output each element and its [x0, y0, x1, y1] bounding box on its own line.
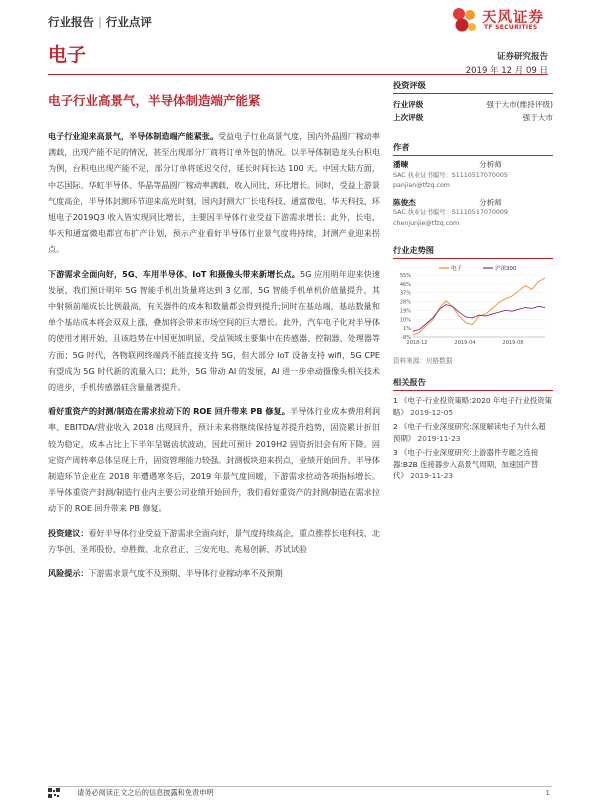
paragraph-investment	[48, 525, 380, 557]
paragraph-lead: 投资建议：	[48, 527, 89, 538]
page-number: 1	[545, 788, 550, 797]
related-report-date: 2019-12-05	[410, 407, 454, 417]
report-headline: 电子行业高景气，半导体制造端产能紧	[48, 93, 261, 108]
chart-series-line-electronics	[413, 278, 545, 335]
related-report-title[interactable]: 2 《电子-行业深度研究:深度解读电子为什么超预期》	[393, 422, 546, 443]
trend-chart-svg	[393, 263, 553, 351]
subcategory-label: 行业点评	[105, 15, 152, 29]
report-category	[48, 14, 152, 30]
sidebar	[393, 76, 553, 485]
report-date: 2019 年 12 月 09 日	[465, 66, 548, 76]
footer-disclaimer: 请务必阅读正文之后的信息披露和免责申明	[77, 788, 214, 797]
author-name: 陈俊杰	[393, 197, 416, 207]
chart-y-tick-label: 55%	[399, 273, 411, 279]
authors-header: 作者	[393, 138, 553, 156]
report-type: 证券研究报告	[496, 52, 548, 62]
paragraph-industry	[48, 128, 380, 258]
author-entry	[393, 160, 553, 192]
author-cert: SAC 执业证书编号：S1110517070009	[393, 209, 508, 216]
paragraph-risk	[48, 565, 380, 581]
tf-securities-logo	[450, 4, 560, 36]
chart-y-tick-label: 1%	[403, 326, 411, 333]
paragraph-lead: 电子行业迎来高景气，半导体制造端产能紧张。	[48, 131, 219, 141]
related-report-title[interactable]: 3 《电子-行业深度研究:上游器件专题之连接器:B2B 连接器步入高景气周期，加速国产替代》	[393, 448, 539, 480]
related-report[interactable]	[393, 447, 553, 482]
rating-header: 投资评级	[393, 76, 553, 94]
paragraph-roe	[48, 403, 380, 516]
rating-row	[393, 98, 553, 111]
paragraph-text: 看好半导体行业受益下游需求全面向好，景气度持续高企，重点推荐长电科技、北方华创、圣邦股份、卓胜微、北京君正、三安光电、兆易创新、苏试试验	[48, 527, 380, 554]
author-entry	[393, 198, 553, 230]
chart-y-tick-label: -8%	[401, 335, 411, 341]
chart-source: 资料来源：贝格数据	[393, 357, 453, 365]
author-email[interactable]: chenjunjie@tfzq.com	[393, 219, 460, 227]
author-role: 分析师	[479, 160, 502, 169]
rating-value: 强于大市(维持评级)	[486, 100, 553, 109]
paragraph-lead: 看好重资产的封测/制造在需求拉动下的 ROE 回升带来 PB 修复。	[48, 406, 290, 417]
related-header: 相关报告	[393, 373, 553, 391]
category-separator: |	[98, 15, 102, 29]
paragraph-text: 下游需求景气度不及预期、半导体行业稼动率不及预期	[88, 568, 283, 579]
related-report-title[interactable]: 1 《电子-行业投资策略:2020 年电子行业投资策略》	[393, 396, 553, 417]
header-divider	[48, 74, 548, 75]
chart-y-tick-label: 46%	[399, 281, 411, 288]
chart-y-tick-label: 10%	[399, 317, 411, 324]
logo-name-cn: 天风证券	[482, 10, 544, 26]
chart-y-tick-label: 28%	[399, 299, 411, 306]
author-cert: SAC 执业证书编号：S1110517070005	[393, 171, 508, 179]
footer-divider	[48, 786, 552, 787]
author-role: 分析师	[479, 197, 502, 207]
related-report[interactable]	[393, 395, 553, 418]
chart-x-tick-label: 2019-08	[502, 340, 524, 346]
chart-y-tick-label: 37%	[399, 290, 411, 297]
paragraph-text: 5G 应用明年迎来快速发展，我们预计明年 5G 智能手机出货量将达到 3 亿部，5G 智能手机单机价值量提升，其中射频前端成长比例最高，有关器件的成本和数量都会得到提升;同时在基站端，基站数量和单个基站成本将会双双上涨，叠加将会带来市场空间的巨大增长。此外，汽车电子化对半导体的使用才刚开始，且该趋势在中国更加明显，受益领域主要集中在传感器、控制器、处理器等方面；5G 时代，各物联网终端尚不能直接支持 5G，但大部分 IoT 设备支持 wifi，5G CPE 有望成为 5G 时代新的流量入口；此外，5G 带动 AI 的发展，AI 进一步牵动摄像头相关技术的进步，手机传感器硅含量量著提升。	[48, 268, 380, 393]
paragraph-text: 半导体行业成本费用利润率、EBITDA/营业收入 2018 出现回升，预计未来将继续保持复苏提升趋势，固资累计折旧较为稳定，成本占比上下半年呈锯齿状波动，因此可预计 2019H2 固资折旧会有所下降。固定资产周转率总体呈现上升，固资管理能力较强。封测板块迎来拐点，业绩开始回升。半导体制造环节企业在 2018 年遭遇寒冬后，2019 年景气度回暖，下游需求拉动各项指标增长。半导体重资产封测/制造行业内主要公司业绩开始回升，我们看好重资产的封测/制造在需求拉动下的 ROE 回升带来 PB 修复。	[48, 406, 380, 514]
trend-chart-header: 行业走势图	[393, 241, 553, 259]
category-label: 行业报告	[48, 15, 94, 29]
report-body	[48, 128, 380, 589]
related-report[interactable]	[393, 421, 553, 444]
author-email[interactable]: panjian@tfzq.com	[393, 182, 450, 189]
last-rating-label: 上次评级	[393, 113, 424, 122]
logo-name-en: TF SECURITIES	[484, 24, 538, 31]
chart-x-tick-label: 2018-12	[406, 340, 428, 346]
tf-logo-icon	[450, 6, 478, 34]
related-report-date: 2019-11-23	[410, 471, 454, 480]
chart-y-tick-label: 19%	[399, 308, 411, 315]
industry-trend-chart	[393, 263, 553, 353]
industry-title: 电子	[48, 44, 87, 66]
paragraph-lead: 风险提示：	[48, 568, 89, 579]
qr-code-icon	[48, 788, 60, 798]
last-rating-row	[393, 111, 553, 124]
chart-legend-label: 电子	[451, 266, 463, 272]
related-report-date: 2019-11-23	[417, 433, 461, 443]
chart-legend-label: 沪深300	[495, 266, 517, 272]
author-name: 潘暕	[393, 160, 409, 169]
paragraph-demand	[48, 266, 380, 396]
chart-series-line-csi300	[413, 305, 545, 332]
last-rating-value: 强于大市	[522, 113, 553, 122]
rating-label: 行业评级	[393, 100, 424, 109]
paragraph-lead: 下游需求全面向好，5G、车用半导体、IoT 和摄像头带来新增长点。	[48, 268, 301, 279]
chart-x-tick-label: 2019-04	[454, 340, 476, 346]
paragraph-text: 受益电子行业高景气度，国内外晶圆厂稼动率满载，出现产能不足的情况，甚至出现部分厂商将订单外包的情况。以半导体制造龙头台积电为例，台积电出现产能不足，部分订单将延迟交付，延长时间长达 100 天。中国大陆方面，中芯国际、华虹半导体、华晶等晶圆厂稼动率满载，收入同比、环比增长。同时，受益上游景气度高企，半导体封测环节迎来高光时刻，国内封测大厂长电科技、通富微电、华天科技、环旭电子2019Q3 收入皆实现同比增长，主要因半导体行业受益下游需求增长；此外，长电、华天和通富微电都宣布扩产计划，预示产业看好半导体行业景气度将持续，封测产业迎来拐点。	[48, 131, 380, 255]
